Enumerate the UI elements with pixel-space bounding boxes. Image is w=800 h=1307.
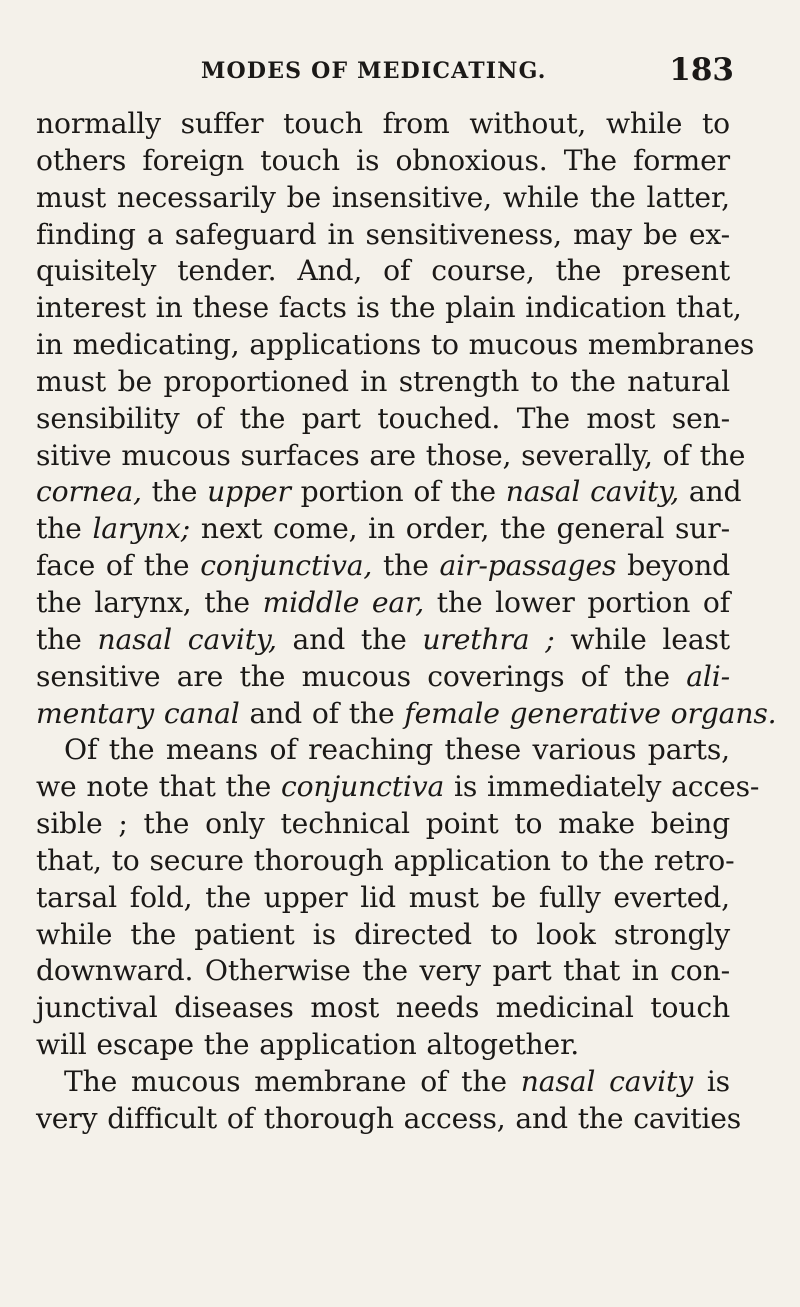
text-line xyxy=(36,953,730,990)
text-segment: and the xyxy=(276,622,423,656)
text-segment: face of the xyxy=(36,549,201,583)
italic-term: urethra ; xyxy=(422,622,555,656)
italic-term: air-passages xyxy=(439,549,617,583)
italic-term: upper xyxy=(207,475,291,509)
text-line xyxy=(36,1101,742,1138)
text-segment: Of the means of reaching these various parts, xyxy=(64,733,730,767)
italic-term: middle ear, xyxy=(262,585,425,619)
text-segment: must be proportioned in strength to the natural xyxy=(36,364,730,398)
text-segment: we note that the xyxy=(36,770,282,804)
text-line xyxy=(36,511,730,548)
text-line xyxy=(36,1064,730,1101)
text-segment: others foreign touch is obnoxious. The former xyxy=(36,143,730,177)
text-segment: sensitive are the mucous coverings of the xyxy=(36,659,687,693)
text-line xyxy=(36,474,742,511)
text-line xyxy=(36,364,730,401)
text-line xyxy=(36,1027,730,1064)
italic-term: nasal cavity, xyxy=(505,475,680,509)
text-line xyxy=(36,106,730,143)
text-segment: will escape the application altogether. xyxy=(36,1028,580,1062)
text-segment: the lower portion of xyxy=(424,585,730,619)
text-segment: junctival diseases most needs medicinal touch xyxy=(36,991,730,1025)
text-segment: sitive mucous surfaces are those, severally, of the xyxy=(36,438,746,472)
text-segment: quisitely tender. And, of course, the present xyxy=(36,254,730,288)
text-segment: next come, in order, the general sur- xyxy=(190,512,730,546)
italic-term: larynx; xyxy=(92,512,191,546)
text-segment: in medicating, applications to mucous membranes xyxy=(36,328,755,362)
text-line xyxy=(36,217,730,254)
body-text xyxy=(36,106,777,1138)
text-line xyxy=(36,253,730,290)
running-title: MODES OF MEDICATING. xyxy=(201,58,547,84)
text-line xyxy=(36,438,746,475)
text-segment: the xyxy=(36,622,98,656)
running-header xyxy=(36,52,734,106)
text-segment: and xyxy=(679,475,742,509)
text-line xyxy=(36,843,735,880)
text-segment: The mucous membrane of the xyxy=(64,1064,521,1098)
italic-term: nasal cavity xyxy=(520,1064,693,1098)
text-line xyxy=(36,917,730,954)
text-segment: the larynx, the xyxy=(36,585,263,619)
text-line xyxy=(36,806,730,843)
text-line xyxy=(36,180,730,217)
text-line xyxy=(36,880,730,917)
text-segment: is immediately acces- xyxy=(444,770,760,804)
text-segment: downward. Otherwise the very part that in con- xyxy=(36,954,730,988)
text-line xyxy=(36,548,730,585)
italic-term: ali- xyxy=(686,659,730,693)
italic-term: female generative organs. xyxy=(404,696,777,730)
text-line xyxy=(36,659,730,696)
text-segment: is xyxy=(692,1064,731,1098)
text-line xyxy=(36,732,730,769)
italic-term: cornea, xyxy=(36,475,142,509)
text-line xyxy=(36,290,742,327)
text-segment: very difficult of thorough access, and the cavities xyxy=(36,1101,742,1135)
text-segment: beyond xyxy=(616,549,730,583)
text-segment: the xyxy=(36,512,93,546)
text-segment: that, to secure thorough application to the retro- xyxy=(36,843,735,877)
text-segment: finding a safeguard in sensitiveness, may be ex- xyxy=(36,217,730,251)
text-segment: tarsal fold, the upper lid must be fully everted, xyxy=(36,880,730,914)
text-segment: must necessarily be insensitive, while the latter, xyxy=(36,180,730,214)
page-number: 183 xyxy=(669,52,734,88)
text-segment: the xyxy=(141,475,208,509)
text-line xyxy=(36,622,730,659)
text-line xyxy=(36,585,730,622)
italic-term: conjunctiva, xyxy=(200,549,373,583)
text-segment: normally suffer touch from without, while to xyxy=(36,107,730,140)
text-segment: the xyxy=(372,549,440,583)
text-line xyxy=(36,990,730,1027)
text-segment: interest in these facts is the plain indication that, xyxy=(36,291,742,325)
italic-term: mentary canal xyxy=(36,696,240,730)
text-segment: sensibility of the part touched. The most sen- xyxy=(36,401,730,435)
text-segment: and of the xyxy=(239,696,405,730)
text-segment: while the patient is directed to look strongly xyxy=(36,917,730,951)
italic-term: nasal cavity, xyxy=(97,622,277,656)
text-line xyxy=(36,696,777,733)
text-segment: sible ; the only technical point to make being xyxy=(36,807,730,841)
text-line xyxy=(36,327,755,364)
text-segment: while least xyxy=(554,622,730,656)
text-line xyxy=(36,143,730,180)
text-segment: portion of the xyxy=(290,475,506,509)
text-line xyxy=(36,401,730,438)
italic-term: conjunctiva xyxy=(281,770,445,804)
text-line xyxy=(36,769,760,806)
